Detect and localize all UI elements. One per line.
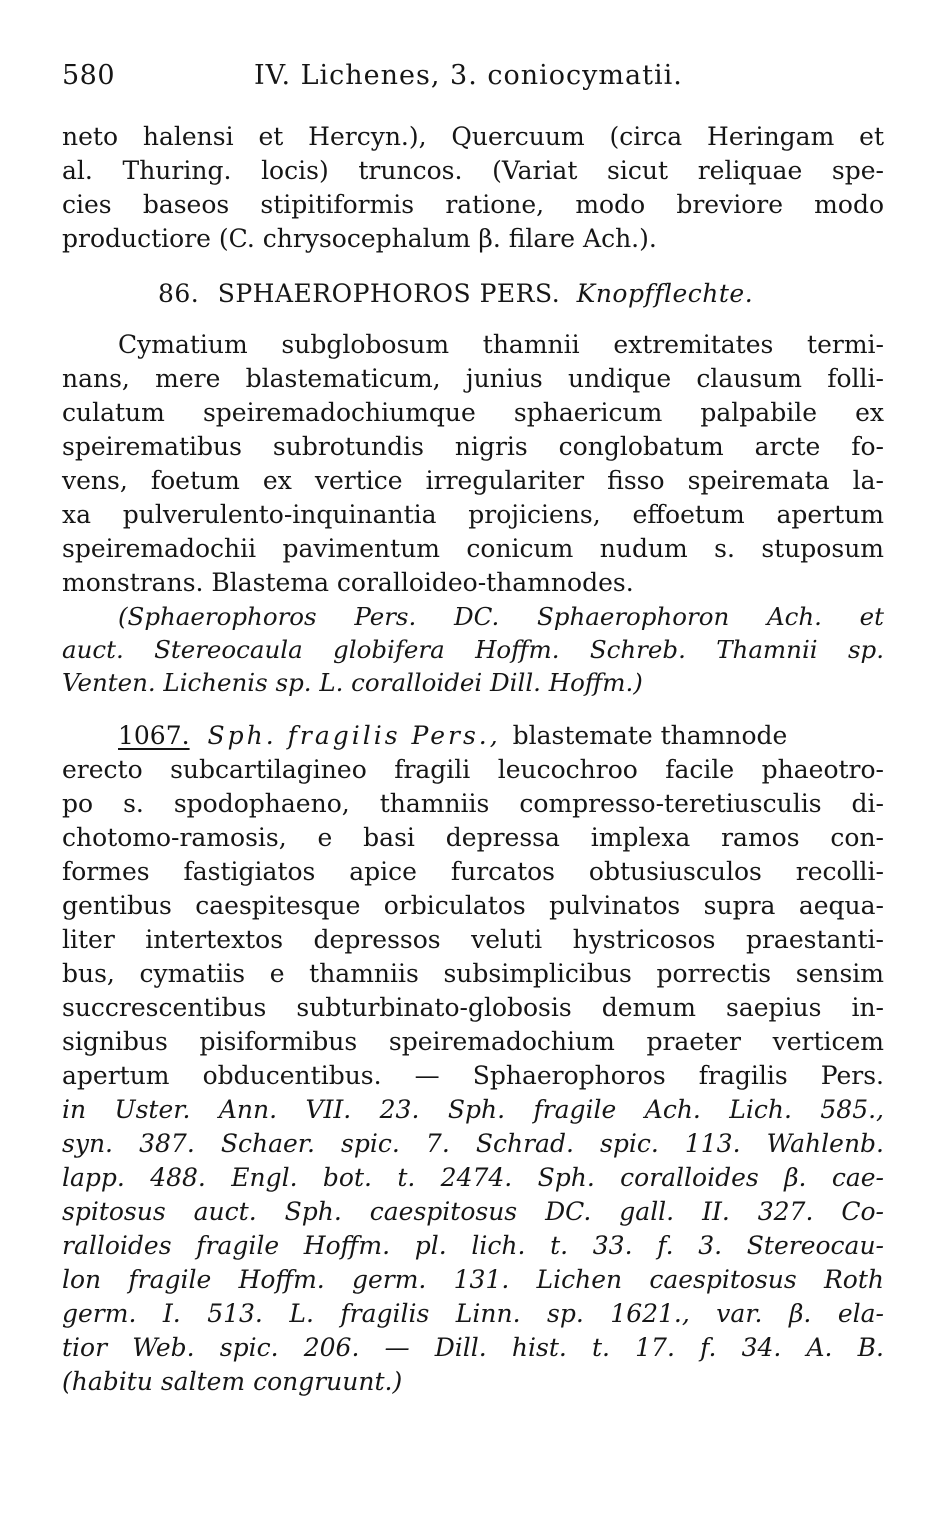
page-number: 580 (62, 60, 116, 91)
species-first-line-text: blastemate thamnode (512, 721, 788, 750)
text-line: gentibus caespitesque orbiculatos pulvinatos supra aequa- (62, 891, 884, 920)
text-line: succrescentibus subturbinato-globosis demum saepius in- (62, 993, 884, 1022)
text-line: neto halensi et Hercyn.), Quercuum (circa Heringam et (62, 122, 884, 151)
species-entry (62, 719, 884, 1399)
text-line: vens, foetum ex vertice irregulariter fisso speiremata la- (62, 466, 884, 495)
text-line: formes fastigiatos apice furcatos obtusiusculos recolli- (62, 857, 884, 886)
text-line: nans, mere blastematicum, junius undique clausum folli- (62, 364, 884, 393)
text-line: Cymatium subglobosum thamnii extremitates termi- (118, 330, 884, 359)
genus-synonyms (62, 600, 884, 699)
text-line: signibus pisiformibus speiremadochium praeter verticem (62, 1027, 884, 1056)
text-line: germ. I. 513. L. fragilis Linn. sp. 1621., var. β. ela- (62, 1299, 884, 1328)
text-line: po s. spodophaeno, thamniis compresso-teretiusculis di- (62, 789, 884, 818)
genus-german-name: Knopfflechte. (576, 279, 754, 308)
text-line: (habitu saltem congruunt.) (62, 1367, 403, 1396)
synonym-line: (Sphaerophoros Pers. DC. Sphaerophoron Ach. et (118, 602, 884, 631)
genus-name: SPHAEROPHOROS PERS. (217, 279, 561, 308)
species-first-line (62, 719, 884, 753)
text-line: chotomo-ramosis, e basi depressa implexa ramos con- (62, 823, 884, 852)
text-line: monstrans. Blastema coralloideo-thamnodes. (62, 568, 634, 597)
genus-heading (62, 274, 884, 314)
text-line: erecto subcartilagineo fragili leucochroo facile phaeotro- (62, 755, 884, 784)
book-page (62, 52, 884, 1439)
text-line: xa pulverulento-inquinantia projiciens, effoetum apertum (62, 500, 884, 529)
intro-paragraph (62, 120, 884, 256)
text-line: cies baseos stipitiformis ratione, modo breviore modo (62, 190, 884, 219)
text-line: productiore (C. chrysocephalum β. filare Ach.). (62, 224, 657, 253)
text-line: apertum obducentibus. — Sphaerophoros fragilis Pers. (62, 1061, 884, 1090)
synonym-line: Venten. Lichenis sp. L. coralloidei Dill. Hoffm.) (62, 668, 643, 697)
text-line: spitosus auct. Sph. caespitosus DC. gall. II. 327. Co- (62, 1197, 884, 1226)
genus-number: 86. (158, 279, 200, 308)
text-line: tior Web. spic. 206. — Dill. hist. t. 17. f. 34. A. B. (62, 1333, 884, 1362)
running-head-title: IV. Lichenes, 3. coniocymatii. (254, 60, 683, 91)
text-line: culatum speiremadochiumque sphaericum palpabile ex (62, 398, 884, 427)
species-name: Sph. fragilis Pers., (207, 721, 501, 750)
text-line: bus, cymatiis e thamniis subsimplicibus porrectis sensim (62, 959, 884, 988)
text-line: ralloides fragile Hoffm. pl. lich. t. 33. f. 3. Stereocau- (62, 1231, 884, 1260)
text-line: in Uster. Ann. VII. 23. Sph. fragile Ach. Lich. 585., (62, 1095, 884, 1124)
text-line: syn. 387. Schaer. spic. 7. Schrad. spic. 113. Wahlenb. (62, 1129, 884, 1158)
species-number: 1067. (118, 721, 190, 750)
text-line: speirematibus subrotundis nigris conglobatum arcte fo- (62, 432, 884, 461)
running-head (62, 52, 884, 102)
text-line: al. Thuring. locis) truncos. (Variat sicut reliquae spe- (62, 156, 884, 185)
text-line: liter intertextos depressos veluti hystricosos praestanti- (62, 925, 884, 954)
bottom-margin (62, 1399, 884, 1439)
text-line: lapp. 488. Engl. bot. t. 2474. Sph. coralloides β. cae- (62, 1163, 884, 1192)
genus-description (62, 328, 884, 600)
text-line: speiremadochii pavimentum conicum nudum s. stuposum (62, 534, 884, 563)
synonym-line: auct. Stereocaula globifera Hoffm. Schreb. Thamnii sp. (62, 635, 884, 664)
text-line: lon fragile Hoffm. germ. 131. Lichen caespitosus Roth (62, 1265, 884, 1294)
